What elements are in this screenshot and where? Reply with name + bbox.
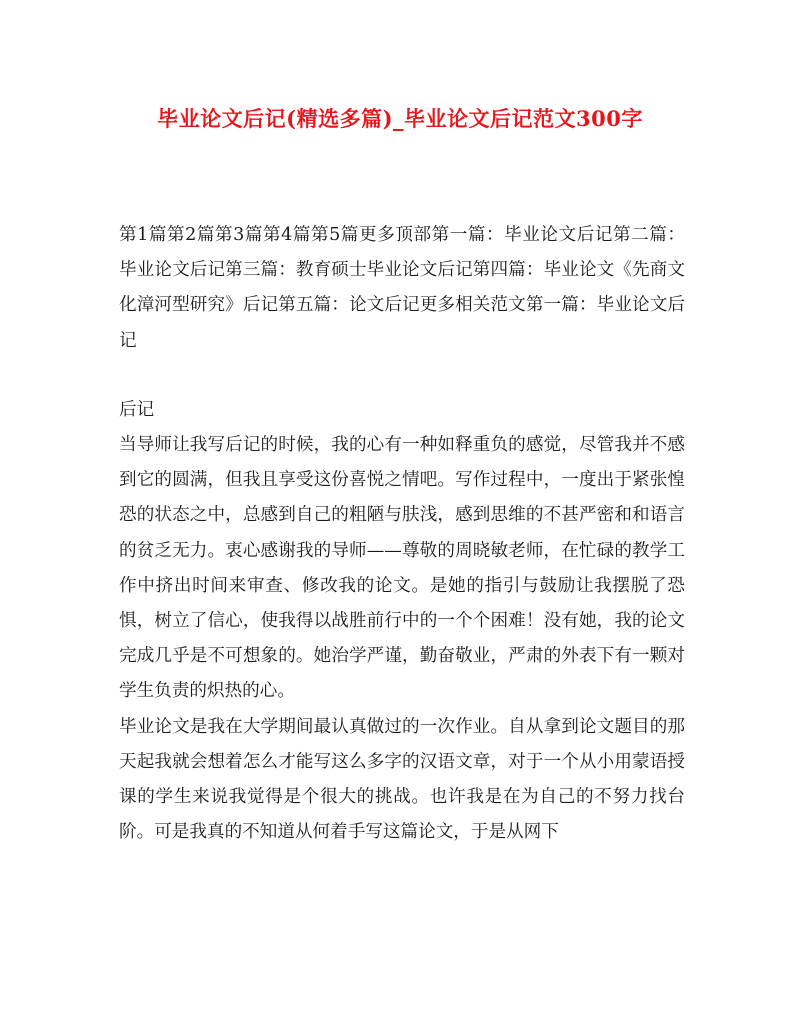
section-heading: 后记	[119, 399, 155, 420]
document-title: 毕业论文后记(精选多篇)_毕业论文后记范文300字	[157, 106, 643, 131]
body-paragraph-1: 当导师让我写后记的时候，我的心有一种如释重负的感觉，尽管我并不感到它的圆满，但我且享受这份喜悦之情吧。写作过程中，一度出于紧张惶恐的状态之中，总感到自己的粗陋与肤浅，感到思维的不甚严密和和语言的贫乏无力。衷心感谢我的导师——尊敬的周晓敏老师，在忙碌的教学工作中挤出时间来审查、修改我的论文。是她的指引与鼓励让我摆脱了恐惧，树立了信心，使我得以战胜前行中的一个个困难！没有她，我的论文完成几乎是不可想象的。她治学严谨，勤奋敬业，严肃的外表下有一颗对学生负责的炽热的心。	[119, 435, 685, 702]
toc-paragraph: 第1篇第2篇第3篇第4篇第5篇更多顶部第一篇：毕业论文后记第二篇：毕业论文后记第三篇：教育硕士毕业论文后记第四篇：毕业论文《先商文化漳河型研究》后记第五篇：论文后记更多相关范文第一篇：毕业论文后记	[119, 225, 685, 351]
document-body	[119, 218, 685, 850]
body-paragraph-2: 毕业论文是我在大学期间最认真做过的一次作业。自从拿到论文题目的那天起我就会想着怎么才能写这么多字的汉语文章，对于一个从小用蒙语授课的学生来说我觉得是个很大的挑战。也许我是在为自己的不努力找台阶。可是我真的不知道从何着手写这篇论文，于是从网下	[119, 716, 685, 843]
